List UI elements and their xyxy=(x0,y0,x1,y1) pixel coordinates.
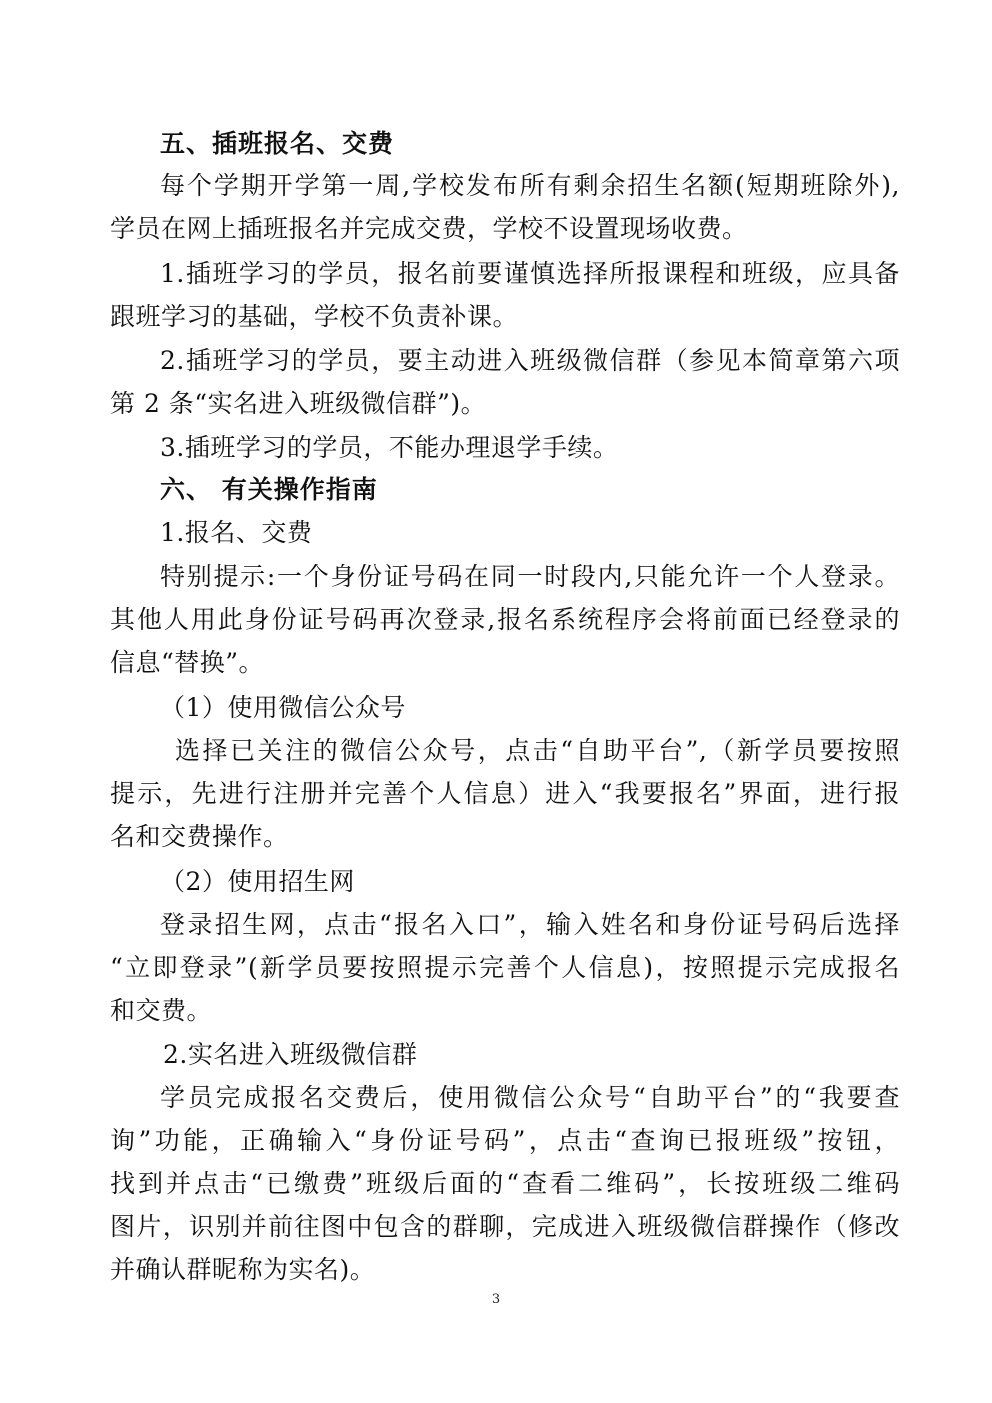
subsection-title: 2.实名进入班级微信群 xyxy=(163,1040,418,1069)
paragraph-line: 提示，先进行注册并完善个人信息）进入“我要报名”界面，进行报 xyxy=(110,779,900,808)
paragraph-line: 每个学期开学第一周,学校发布所有剩余招生名额(短期班除外), xyxy=(160,171,900,200)
method-title-wechat: （1）使用微信公众号 xyxy=(160,693,406,722)
tip-line: 其他人用此身份证号码再次登录,报名系统程序会将前面已经登录的 xyxy=(110,605,900,634)
paragraph-line: 找到并点击“已缴费”班级后面的“查看二维码”，长按班级二维码 xyxy=(110,1169,900,1198)
tip-line: 特别提示:一个身份证号码在同一时段内,只能允许一个人登录。 xyxy=(160,562,900,591)
page-number: 3 xyxy=(491,1292,501,1307)
section-heading-6: 六、 有关操作指南 xyxy=(160,475,378,504)
paragraph-line: 选择已关注的微信公众号，点击“自助平台”,（新学员要按照 xyxy=(175,736,900,765)
subsection-title: 1.报名、交费 xyxy=(160,518,313,547)
paragraph-line: 图片，识别并前往图中包含的群聊，完成进入班级微信群操作（修改 xyxy=(110,1212,900,1241)
paragraph-line: 学员在网上插班报名并完成交费，学校不设置现场收费。 xyxy=(110,214,748,243)
list-item-line: 第 2 条“实名进入班级微信群”)。 xyxy=(110,389,487,418)
paragraph-line: “立即登录”(新学员要按照提示完善个人信息)，按照提示完成报名 xyxy=(110,953,900,982)
paragraph-line: 学员完成报名交费后，使用微信公众号“自助平台”的“我要查 xyxy=(160,1083,900,1112)
paragraph-line: 和交费。 xyxy=(110,996,213,1025)
list-item-line: 跟班学习的基础，学校不负责补课。 xyxy=(110,302,519,331)
method-title-web: （2）使用招生网 xyxy=(160,867,355,896)
list-item-line: 2.插班学习的学员，要主动进入班级微信群（参见本简章第六项 xyxy=(160,346,900,375)
list-item-line: 1.插班学习的学员，报名前要谨慎选择所报课程和班级，应具备 xyxy=(160,259,900,288)
paragraph-line: 并确认群昵称为实名)。 xyxy=(110,1255,376,1284)
paragraph-line: 询”功能，正确输入“身份证号码”，点击“查询已报班级”按钮， xyxy=(110,1126,900,1155)
paragraph-line: 登录招生网，点击“报名入口”，输入姓名和身份证号码后选择 xyxy=(160,910,900,939)
list-item-line: 3.插班学习的学员，不能办理退学手续。 xyxy=(160,433,619,462)
paragraph-line: 名和交费操作。 xyxy=(110,822,289,851)
section-heading-5: 五、插班报名、交费 xyxy=(160,129,395,158)
tip-line: 信息“替换”。 xyxy=(110,648,265,677)
